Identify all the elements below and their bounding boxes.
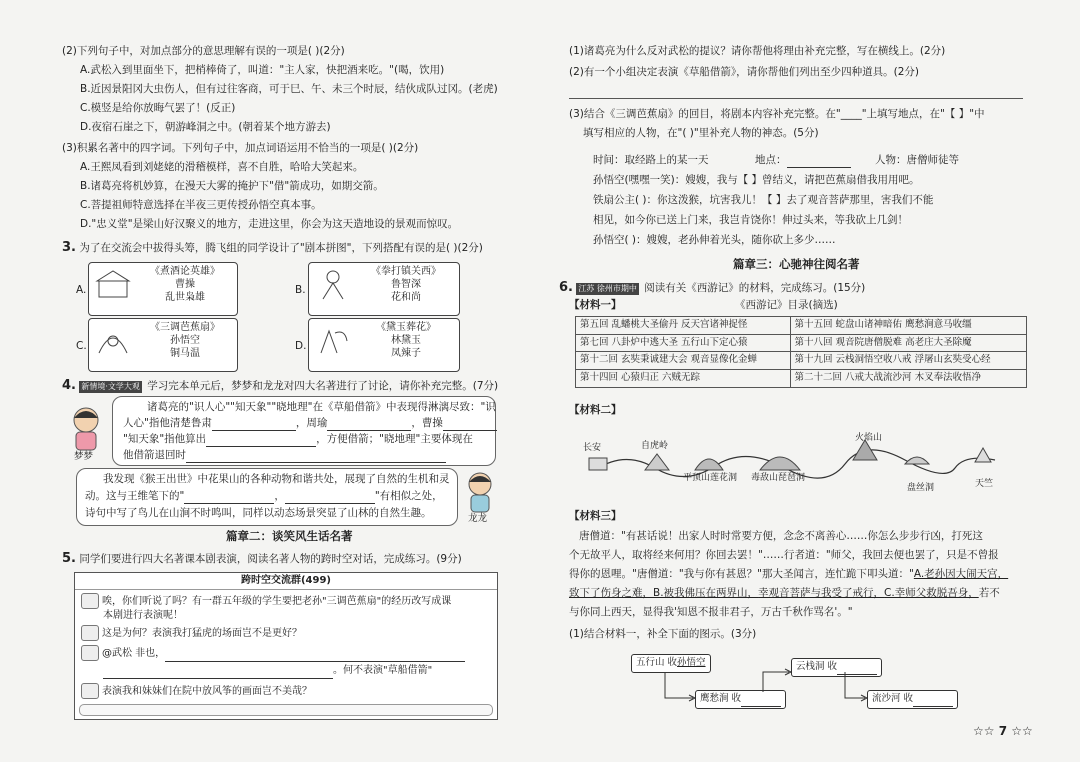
pic-card-a[interactable] (88, 262, 238, 316)
q5-sub3: (3)结合《三调芭蕉扇》的回目，将剧本内容补充完整。在"____"上填写地点，在"【 】"中 (569, 108, 985, 120)
script-line-3: 相见，如今你已送上门来，我岂肯饶你！伸过头来，等我砍上几剑！ (593, 214, 908, 226)
q3-option-d: D."忠义堂"是梁山好汉聚义的地方，走进这里，你会为这天造地设的景观而惊叹。 (80, 218, 459, 230)
tianzhu-marker (975, 448, 991, 462)
pingding-marker (695, 459, 723, 470)
q3-option-c: C.菩提祖师特意选择在半夜三更传授孙悟空真本事。 (80, 199, 322, 211)
pic-b-line2: 鲁智深 (391, 279, 421, 290)
script-time: 时间：取经路上的某一天 (593, 154, 709, 166)
q2-option-a: A.武松入到里面坐下，把梢棒倚了，叫道："主人家，快把酒来吃。"(喝，饮用) (80, 64, 445, 76)
question-4-tag: 新情境·文学大观 (81, 382, 140, 391)
script-line-1: 孙悟空(嘿嘿一笑)：嫂嫂，我与【 】曾结义，请把芭蕉扇借我用用吧。 (593, 174, 920, 186)
script-people: 人物：唐僧师徒等 (875, 154, 959, 166)
mengmeng-line-3-text: "知天象"指他算出 (123, 433, 207, 445)
avatar (81, 645, 99, 661)
toc-cell: 第五回 乱蟠桃大圣偷丹 反天宫诸神捉怪 (576, 317, 791, 335)
q6-sub1: (1)结合材料一，补全下面的图示。(3分) (569, 628, 757, 640)
mengmeng-line-2-text: 人心"指他清楚鲁肃 (123, 417, 212, 429)
toc-cell: 第十四回 心猿归正 六贼无踪 (576, 370, 791, 388)
mengmeng-line-2-text-b: ，周瑜 (295, 417, 328, 429)
q2-option-b: B.近因景阳冈大虫伤人，但有过往客商，可于巳、午、未三个时辰，结伙成队过冈。(老虎) (80, 83, 498, 95)
flow-box-1-text: 五行山 收 (636, 657, 678, 668)
toc-cell: 第二十二回 八戒大战流沙河 木叉奉法收悟净 (790, 370, 1026, 388)
question-4-text: 学习完本单元后，梦梦和龙龙对四大名著进行了讨论，请你补充完整。(7分) (147, 380, 499, 392)
question-6-title (559, 278, 865, 298)
arrow-down-right-2 (845, 672, 865, 698)
longlong-speech-bubble (76, 468, 458, 526)
answer-line[interactable] (569, 98, 1023, 99)
baihu-ridge-marker (645, 454, 669, 470)
script-line-4: 孙悟空( )：嫂嫂，老孙伸着光头，随你砍上多少…… (593, 234, 836, 246)
table-row (576, 370, 1027, 388)
question-3-number: 3. (62, 240, 76, 255)
question-5-title (62, 549, 462, 569)
longlong-line-3: 诗句中写了鸟儿在山涧不时鸣叫，同样以动态场景突显了山林的自然生趣。 (85, 507, 432, 519)
pic-card-d[interactable] (308, 318, 460, 372)
table-row (576, 317, 1027, 335)
pic-d-letter: D. (295, 340, 307, 352)
mengmeng-line-3-text-b: ，方便借箭；"晓地理"主要体现在 (316, 433, 473, 445)
q3-stem: (3)积累名著中的四字词。下列句子中，加点词语运用不恰当的一项是( )(2分) (62, 142, 419, 154)
toc-cell: 第七回 八卦炉中逃大圣 五行山下定心猿 (576, 334, 791, 352)
material-3-sentence-a-cont: 致下了伤身之难， (569, 587, 653, 599)
longlong-line-2: 动。这与王维笔下的" ， "有相似之处， (85, 488, 443, 504)
avatar (81, 593, 99, 609)
chat-message-4-text: 表演我和妹妹们在院中放风筝的画面岂不美哉？ (102, 686, 312, 697)
mengmeng-name: 梦梦 (74, 451, 94, 462)
material-3-label: 【材料三】 (569, 510, 622, 522)
place-pansidong: 盘丝洞 (907, 483, 935, 493)
mengmeng-line-1: 诸葛亮的"识人心""知天象""晓地理"在《草船借箭》中表现得淋漓尽致："识 (147, 401, 496, 413)
place-dudishan: 毒敌山琵琶洞 (751, 473, 806, 483)
question-5-text: 同学们要进行四大名著课本剧表演，阅读名著人物的跨时空对话，完成练习。(9分) (79, 553, 462, 565)
question-3-text: 为了在交流会中拔得头筹，腾飞组的同学设计了"剧本拼图"，下列搭配有误的是( )(2分) (79, 242, 483, 254)
chapter-2-title: 篇章二：谈笑风生话名著 (226, 529, 353, 543)
chat-message-1-cont: 本剧进行表演呢！ (103, 610, 183, 621)
q2-stem: (2)下列句子中，对加点部分的意思理解有误的一项是( )(2分) (62, 45, 345, 57)
chat-message-2 (81, 625, 491, 642)
place-changan: 长安 (583, 443, 602, 453)
chat-message-4 (81, 683, 491, 700)
q3-option-a: A.王熙凤看到刘姥姥的滑稽模样，喜不自胜，哈哈大笑起来。 (80, 161, 364, 173)
pic-b-title: 《拳打镇关西》 (371, 266, 441, 277)
material-3-line-3-text: 得你的恩哩。"唐僧道："我与你有甚恩？"那大圣闻言，连忙跪下叩头道：" (569, 568, 914, 580)
pic-a-letter: A. (76, 284, 87, 296)
place-huoyanshan: 火焰山 (855, 433, 883, 443)
pansi-marker (905, 457, 929, 464)
flow-box-2-text: 鹰愁涧 收 (700, 693, 742, 704)
question-4-number: 4. (62, 378, 76, 393)
material-3-line-4-tail: 若不 (978, 587, 1000, 599)
pic-b-letter: B. (295, 284, 306, 296)
material-3-sentence-b: B.被我佛压在两界山， (653, 587, 759, 599)
longlong-line-2-text-b: "有相似之处， (374, 490, 443, 502)
pic-c-letter: C. (76, 340, 87, 352)
q5-sub1: (1)诸葛亮为什么反对武松的提议？请你帮他将理由补充完整，写在横线上。(2分) (569, 45, 946, 57)
flow-box-3-text: 云栈洞 收 (796, 661, 838, 672)
mengmeng-line-2-text-c: ，曹操 (411, 417, 443, 429)
boy-avatar-icon (462, 470, 498, 514)
journey-map (585, 420, 1005, 500)
pic-d-line3: 凤辣子 (391, 348, 421, 359)
material-2-label: 【材料二】 (569, 404, 622, 416)
material-3-line-2: 个无故平人，取将经来何用？你回去罢！"……行者道："师父，我回去便也罢了，只是不曾报 (569, 549, 999, 561)
toc-cell: 第十二回 玄奘秉诚建大会 观音显像化金蝉 (576, 352, 791, 370)
q5-sub2: (2)有一个小组决定表演《草船借箭》，请你帮他们列出至少四种道具。(2分) (569, 66, 919, 78)
page-number: ☆☆ 7 ☆☆ (973, 724, 1033, 738)
flow-box-1-answer: 孙悟空 (677, 657, 706, 668)
place-baihuling: 自虎岭 (641, 441, 669, 451)
q2-option-c: C.模竖是给你放晦气罢了！(反正) (80, 102, 236, 114)
material-3-sentence-a: A.老孙因大闹天宫， (913, 568, 1009, 580)
illustration-icon (95, 323, 131, 357)
flow-blank-3[interactable] (913, 706, 953, 707)
q2-option-d: D.夜宿石崖之下，朝游峰洞之中。(朝着某个地方游去) (80, 121, 331, 133)
flow-arrows (645, 652, 885, 712)
place-tianzhu: 天竺 (975, 479, 994, 489)
toc-cell: 第十五回 蛇盘山诸神暗佑 鹰愁涧意马收缰 (790, 317, 1026, 335)
place-pingdingshan: 平顶山莲花洞 (683, 473, 738, 483)
place-blank[interactable] (787, 167, 851, 168)
chat-message-3-cont (103, 663, 491, 679)
chat-message-3-cont-text: 。何不表演"草船借箭" (333, 665, 433, 676)
mengmeng-line-4 (123, 447, 446, 463)
toc-table (575, 316, 1027, 388)
changan-marker (589, 458, 607, 470)
table-row (576, 334, 1027, 352)
question-3-title (62, 238, 483, 258)
pic-d-line2: 林黛玉 (391, 335, 421, 346)
material-3-line-3 (569, 566, 1008, 582)
chat-input-bar[interactable] (79, 704, 493, 716)
pic-a-line2: 曹操 (175, 279, 195, 290)
illustration-icon (315, 267, 351, 301)
material-3-sentence-c: C.幸师父救脱吾身， (884, 587, 979, 599)
mengmeng-speech-bubble (112, 396, 496, 466)
script-place-label: 地点： (755, 154, 787, 166)
material-3-line-4 (569, 585, 1000, 601)
pic-c-line2: 孙悟空 (170, 335, 200, 346)
question-6-tag: 江苏 徐州市期中 (578, 284, 637, 293)
pic-card-b[interactable] (308, 262, 460, 316)
q5-sub3-cont: 填写相应的人物，在"( )"里补充人物的神态。(5分) (583, 127, 819, 139)
pic-b-line3: 花和尚 (391, 292, 421, 303)
pic-card-c[interactable] (88, 318, 238, 372)
chapter-3-title: 篇章三：心驰神往阅名著 (733, 257, 860, 271)
chat-message-2-text: 这是为何？表演我打猛虎的场面岂不是更好？ (102, 628, 302, 639)
mengmeng-line-4-text: 他借箭退回时 (123, 449, 186, 461)
blank-5[interactable] (186, 462, 446, 463)
avatar (81, 625, 99, 641)
illustration-icon (315, 323, 351, 357)
chat-header: 跨时空交流群(499) (75, 573, 497, 590)
material-3-line-5: 与你同上西天，显得我'知恩不报非君子，万古千秋作骂名'。" (569, 606, 853, 618)
chat-message-3-text: @武松 非也， (102, 648, 166, 659)
pic-a-line3: 乱世枭雄 (165, 292, 205, 303)
page-number-value: 7 (998, 724, 1008, 738)
question-5-number: 5. (62, 551, 76, 566)
longlong-line-1: 我发现《猴王出世》中花果山的各种动物和谐共处，展现了自然的生机和灵 (103, 473, 450, 485)
longlong-name: 龙龙 (468, 513, 488, 524)
chat-message-3 (81, 645, 491, 662)
material-3-sentence-b-cont: 幸观音菩萨与我受了戒行， (758, 587, 885, 599)
right-page (545, 0, 1080, 762)
dudi-marker (760, 457, 800, 470)
flow-box-4-text: 流沙河 收 (872, 693, 914, 704)
illustration-icon (95, 267, 131, 301)
material-1-title: 《西游记》目录(摘选) (735, 299, 838, 311)
chat-window (74, 572, 498, 720)
longlong-line-2-text: 动。这与王维笔下的" (85, 490, 185, 502)
material-3-line-1: 唐僧道："有甚话说！出家人时时常要方便，念念不离善心……你怎么步步行凶，打死这 (579, 530, 983, 542)
material-1-label: 【材料一】 (569, 299, 622, 311)
table-row (576, 352, 1027, 370)
question-6-number: 6. (559, 280, 573, 295)
blank-9[interactable] (103, 678, 333, 679)
girl-avatar-icon (66, 404, 106, 452)
q3-option-b: B.诸葛亮将机妙算，在漫天大雾的掩护下"借"箭成功，如期交箭。 (80, 180, 384, 192)
toc-cell: 第十九回 云栈洞悟空收八戒 浮屠山玄奘受心经 (790, 352, 1026, 370)
question-6-text: 阅读有关《西游记》的材料，完成练习。(15分) (644, 282, 866, 294)
script-place (755, 152, 851, 168)
arrow-down-right (665, 672, 693, 698)
pic-c-title: 《三调芭蕉扇》 (150, 322, 220, 333)
pic-d-title: 《黛玉葬花》 (376, 322, 436, 333)
mengmeng-line-2 (123, 415, 497, 431)
toc-cell: 第十八回 观音院唐僧脱难 高老庄大圣除魔 (790, 334, 1026, 352)
pic-c-line3: 铜马温 (170, 348, 200, 359)
avatar (81, 683, 99, 699)
question-4-title (62, 376, 498, 396)
chat-message-1-text: 唉，你们听说了吗？有一群五年级的学生要把老孙"三调芭蕉扇"的经历改写成课 (102, 596, 452, 607)
script-line-2: 铁扇公主( )：你这泼猴，坑害我儿！【 】去了观音菩萨那里，害我们不能 (593, 194, 934, 206)
pic-a-title: 《煮酒论英雄》 (150, 266, 220, 277)
blank-8[interactable] (165, 661, 465, 662)
mengmeng-line-3 (123, 431, 473, 447)
